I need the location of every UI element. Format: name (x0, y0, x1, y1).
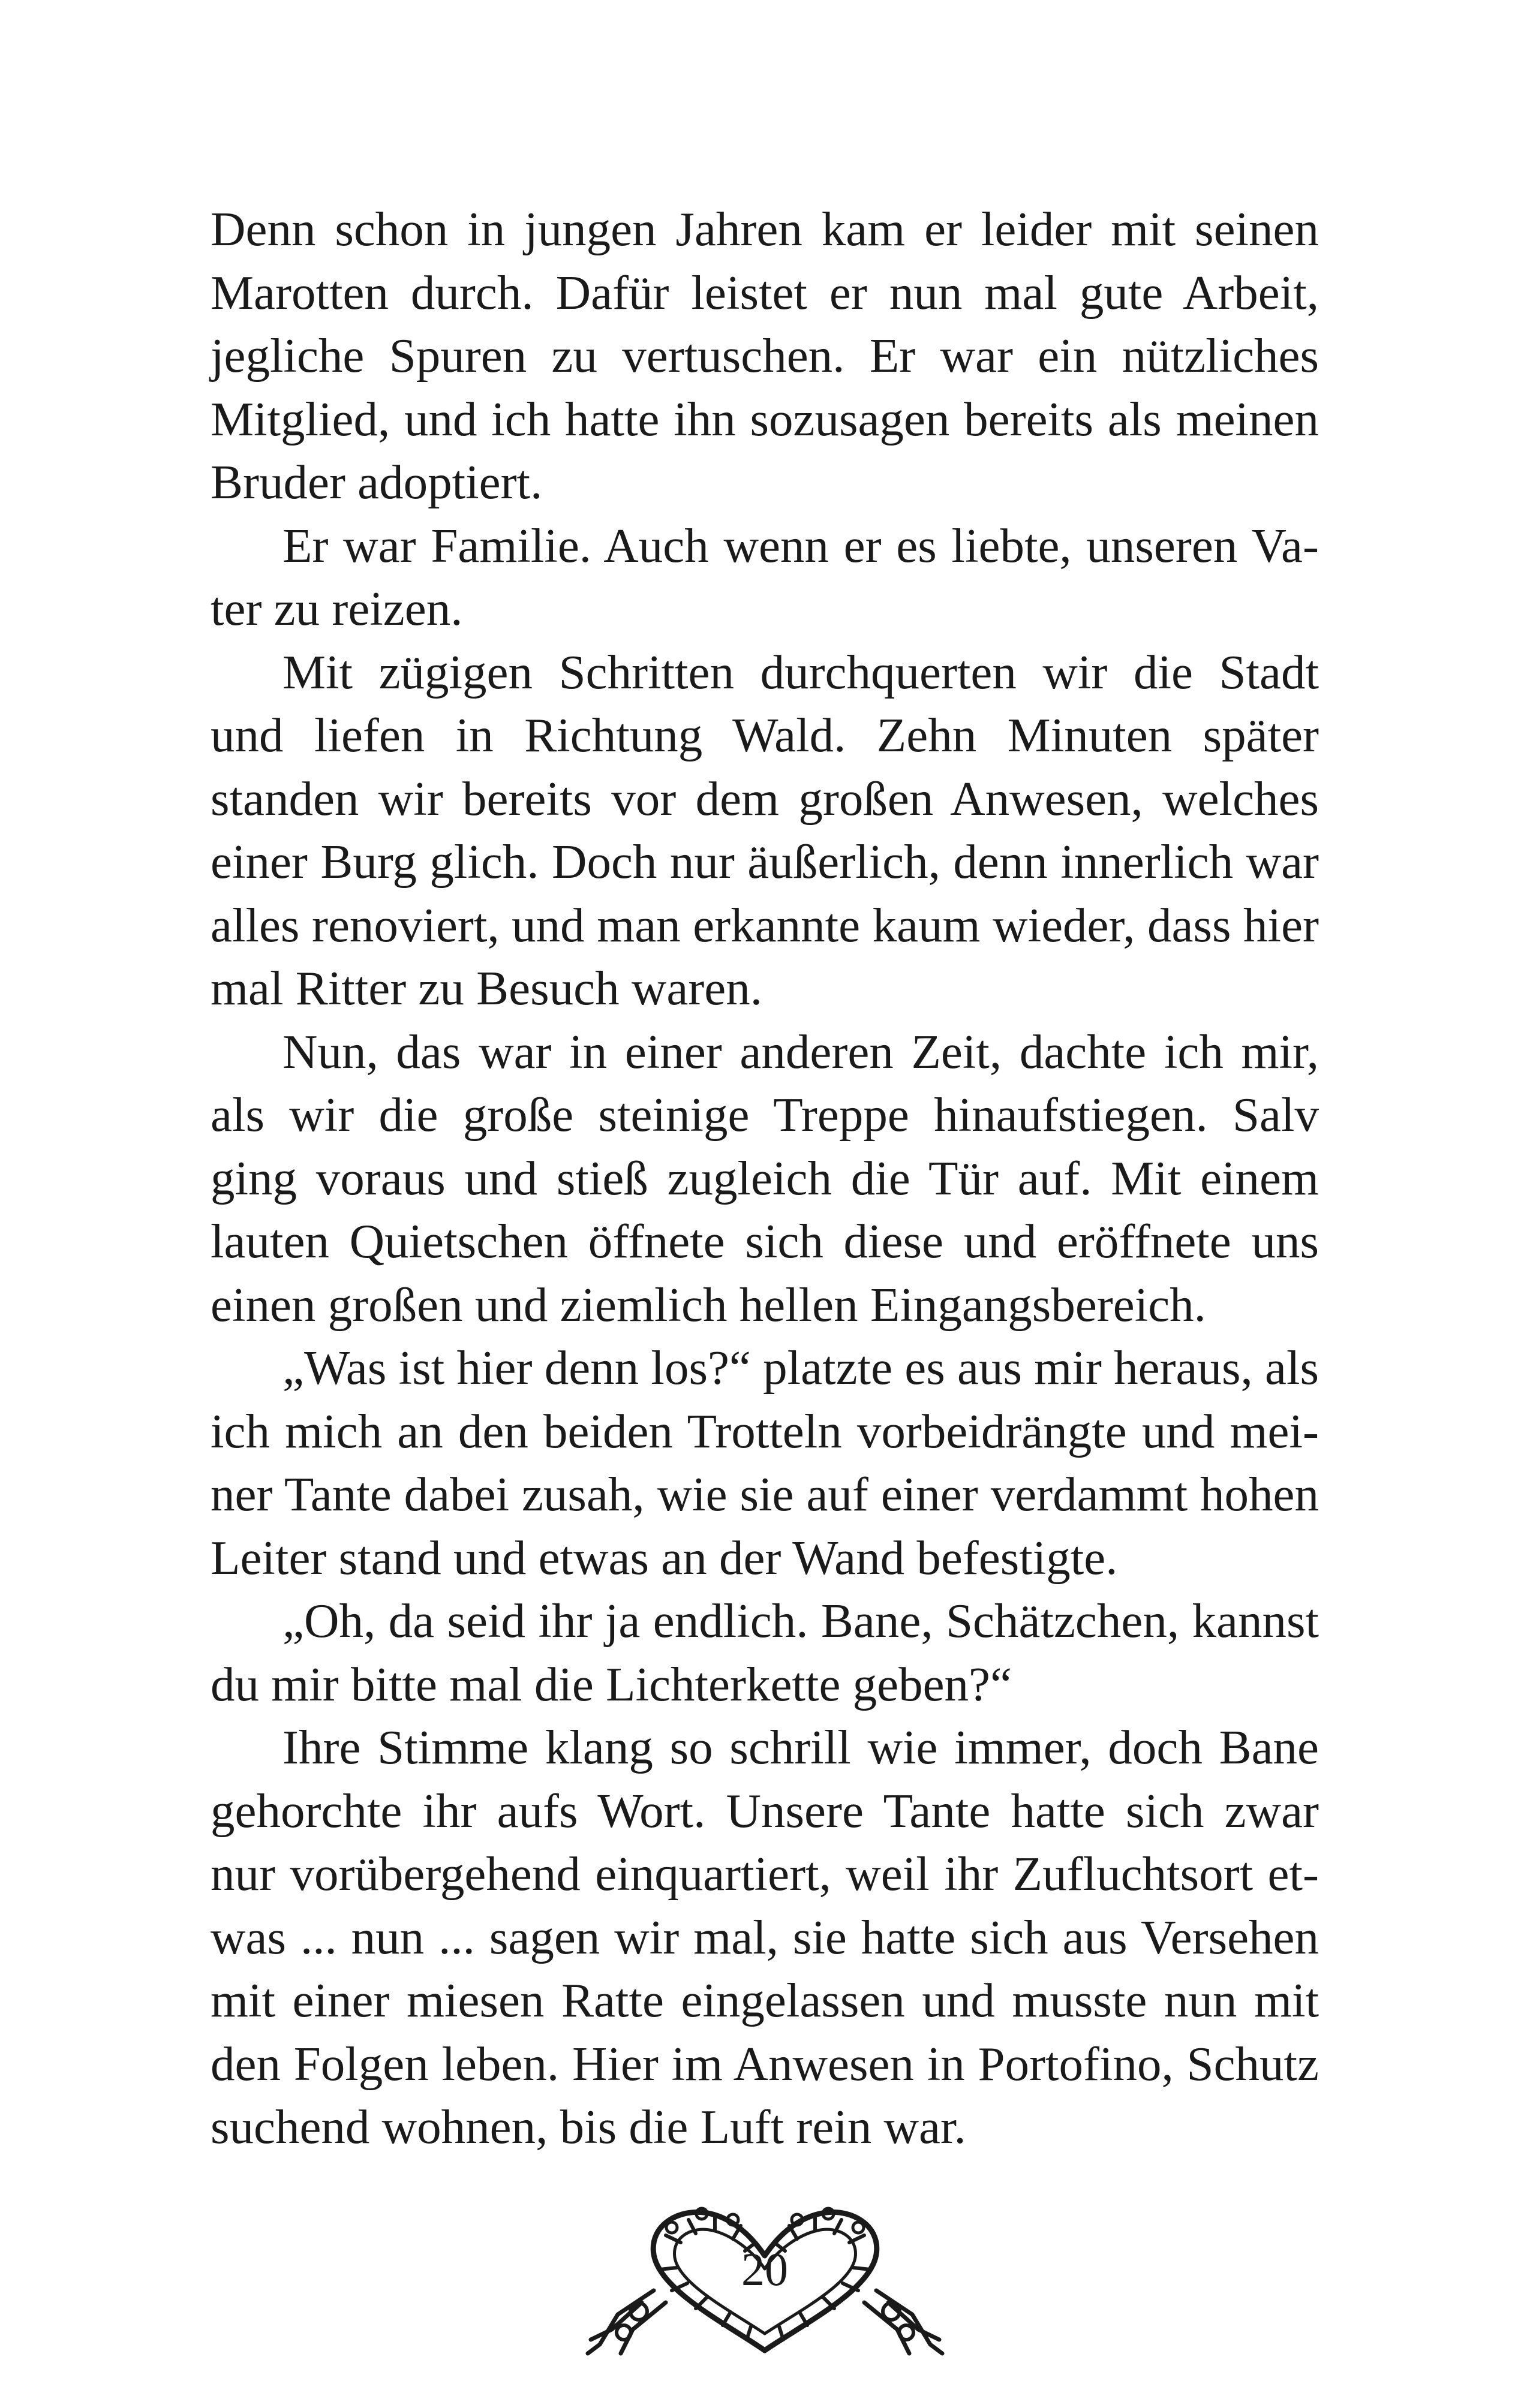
paragraph-2: Er war Familie. Auch wenn er es liebte, unseren Vater zu reizen. (211, 518, 1319, 636)
paragraph-5: „Was ist hier denn los?“ platzte es aus mir heraus, als ich mich an den beiden Trotteln vorbeidrängte und meiner Tante dabei zusah, wie sie auf einer verdammt hohen Leiter stand und etwas an der Wand befestigte. (211, 1341, 1319, 1585)
paragraph-6: „Oh, da seid ihr ja endlich. Bane, Schätzchen, kannst du mir bitte mal die Lichterkette geben?“ (211, 1594, 1319, 1711)
body-text (211, 198, 1319, 2159)
page-footer (0, 2177, 1530, 2356)
page-number: 20 (741, 2243, 788, 2295)
paragraph-7: Ihre Stimme klang so schrill wie immer, doch Bane gehorchte ihr aufs Wort. Unsere Tante hatte sich zwar nur vorübergehend einquartiert, weil ihr Zufluchtsort etwas ... nun ... sagen wir mal, sie hatte sich aus Versehen mit einer miesen Ratte eingelassen und musste nun mit den Folgen leben. Hier im Anwesen in Portofino, Schutz suchend wohnen, bis die Luft rein war. (211, 1720, 1319, 2154)
paragraph-1: Denn schon in jungen Jahren kam er leider mit seinen Marotten durch. Dafür leistet er nun mal gute Arbeit, jegliche Spuren zu vertuschen. Er war ein nützliches Mitglied, und ich hatte ihn sozusagen bereits als meinen Bruder adoptiert. (211, 202, 1319, 509)
paragraph-4: Nun, das war in einer anderen Zeit, dachte ich mir, als wir die große steinige Treppe hinaufstiegen. Salv ging voraus und stieß zugleich die Tür auf. Mit einem lauten Quietschen öffnete sich diese und eröffnete uns einen großen und ziemlich hellen Eingangsbereich. (211, 1024, 1319, 1332)
paragraph-3: Mit zügigen Schritten durchquerten wir die Stadt und liefen in Richtung Wald. Zehn Minuten später standen wir bereits vor dem großen Anwesen, welches einer Burg glich. Doch nur äußerlich, denn innerlich war alles renoviert, und man erkannte kaum wieder, dass hier mal Ritter zu Besuch waren. (211, 645, 1319, 1015)
